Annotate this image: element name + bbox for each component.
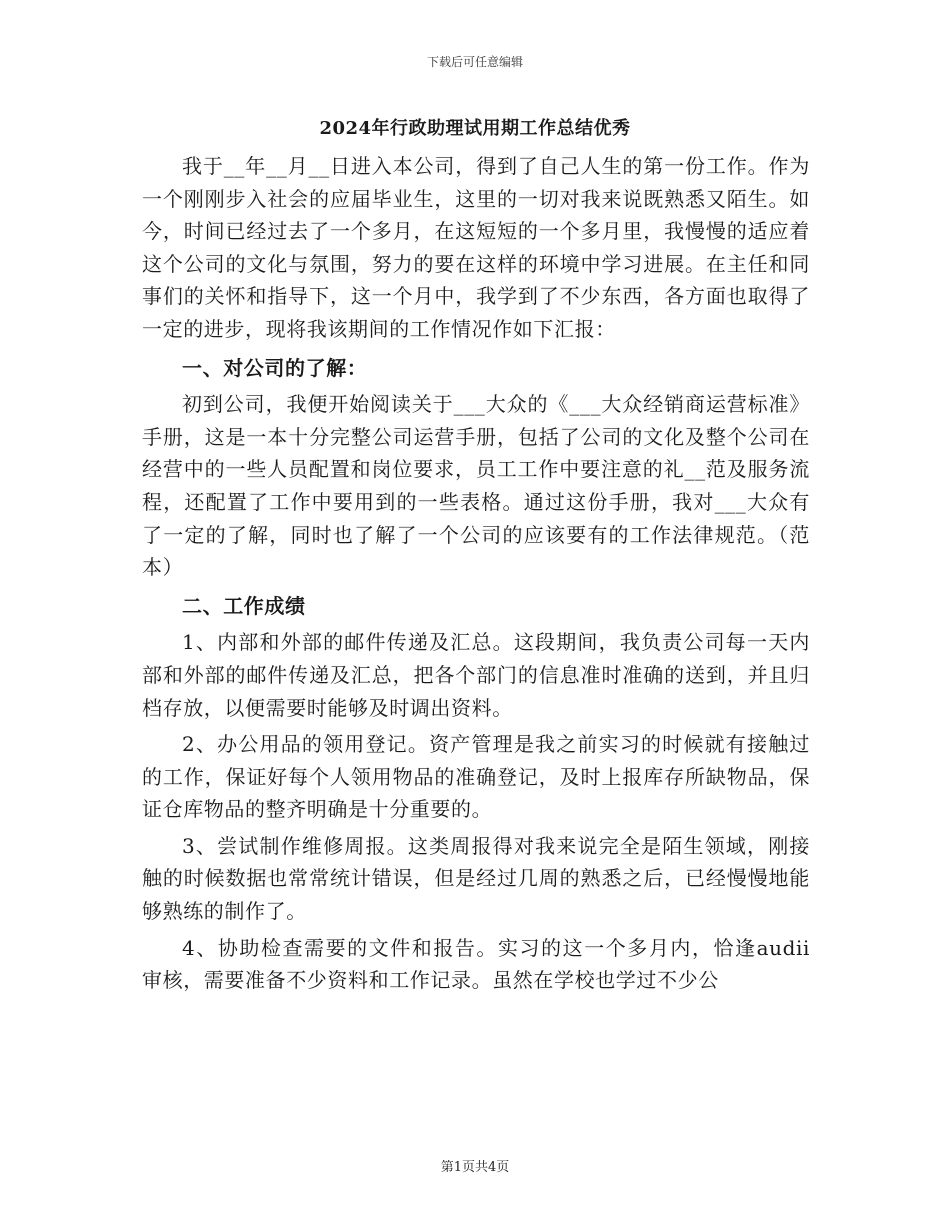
- document-body: [142, 150, 810, 997]
- company-paragraph: 初到公司，我便开始阅读关于___大众的《___大众经销商运营标准》手册，这是一本十分完整公司运营手册，包括了公司的文化及整个公司在经营中的一些人员配置和岗位要求，员工工作中要注意的礼__范及服务流程，还配置了工作中要用到的一些表格。通过这份手册，我对___大众有了一定的了解，同时也了解了一个公司的应该要有的工作法律规范。（范本）: [142, 392, 810, 580]
- document-title: 2024年行政助理试用期工作总结优秀: [319, 118, 631, 139]
- achievement-item-documents: 4、协助检查需要的文件和报告。实习的这一个多月内，恰逢audii 审核，需要准备不少资料和工作记录。虽然在学校也学过不少公: [142, 935, 810, 993]
- achievement-item-mail: 1、内部和外部的邮件传递及汇总。这段期间，我负责公司每一天内部和外部的邮件传递及汇总，把各个部门的信息准时准确的送到，并且归档存放，以便需要时能够及时调出资料。: [142, 630, 810, 720]
- section-heading-achievements: 二、工作成绩: [182, 593, 306, 618]
- intro-paragraph: 我于__年__月__日进入本公司，得到了自己人生的第一份工作。作为一个刚刚步入社会的应届毕业生，这里的一切对我来说既熟悉又陌生。如今，时间已经过去了一个多月，在这短短的一个多月里，我慢慢的适应着这个公司的文化与氛围，努力的要在这样的环境中学习进展。在主任和同事们的关怀和指导下，这一个月中，我学到了不少东西，各方面也取得了一定的进步，现将我该期间的工作情况作如下汇报：: [142, 154, 810, 341]
- achievement-item-weekly-report: 3、尝试制作维修周报。这类周报得对我来说完全是陌生领域，刚接触的时候数据也常常统计错误，但是经过几周的熟悉之后，已经慢慢地能够熟练的制作了。: [142, 833, 810, 924]
- header-note: 下载后可任意编辑: [426, 55, 523, 69]
- page-footer: 第1页共4页: [440, 1160, 510, 1175]
- section-heading-company: 一、对公司的了解：: [182, 355, 368, 380]
- achievement-item-supplies: 2、办公用品的领用登记。资产管理是我之前实习的时候就有接触过的工作，保证好每个人领用物品的准确登记，及时上报库存所缺物品，保证仓库物品的整齐明确是十分重要的。: [142, 732, 810, 822]
